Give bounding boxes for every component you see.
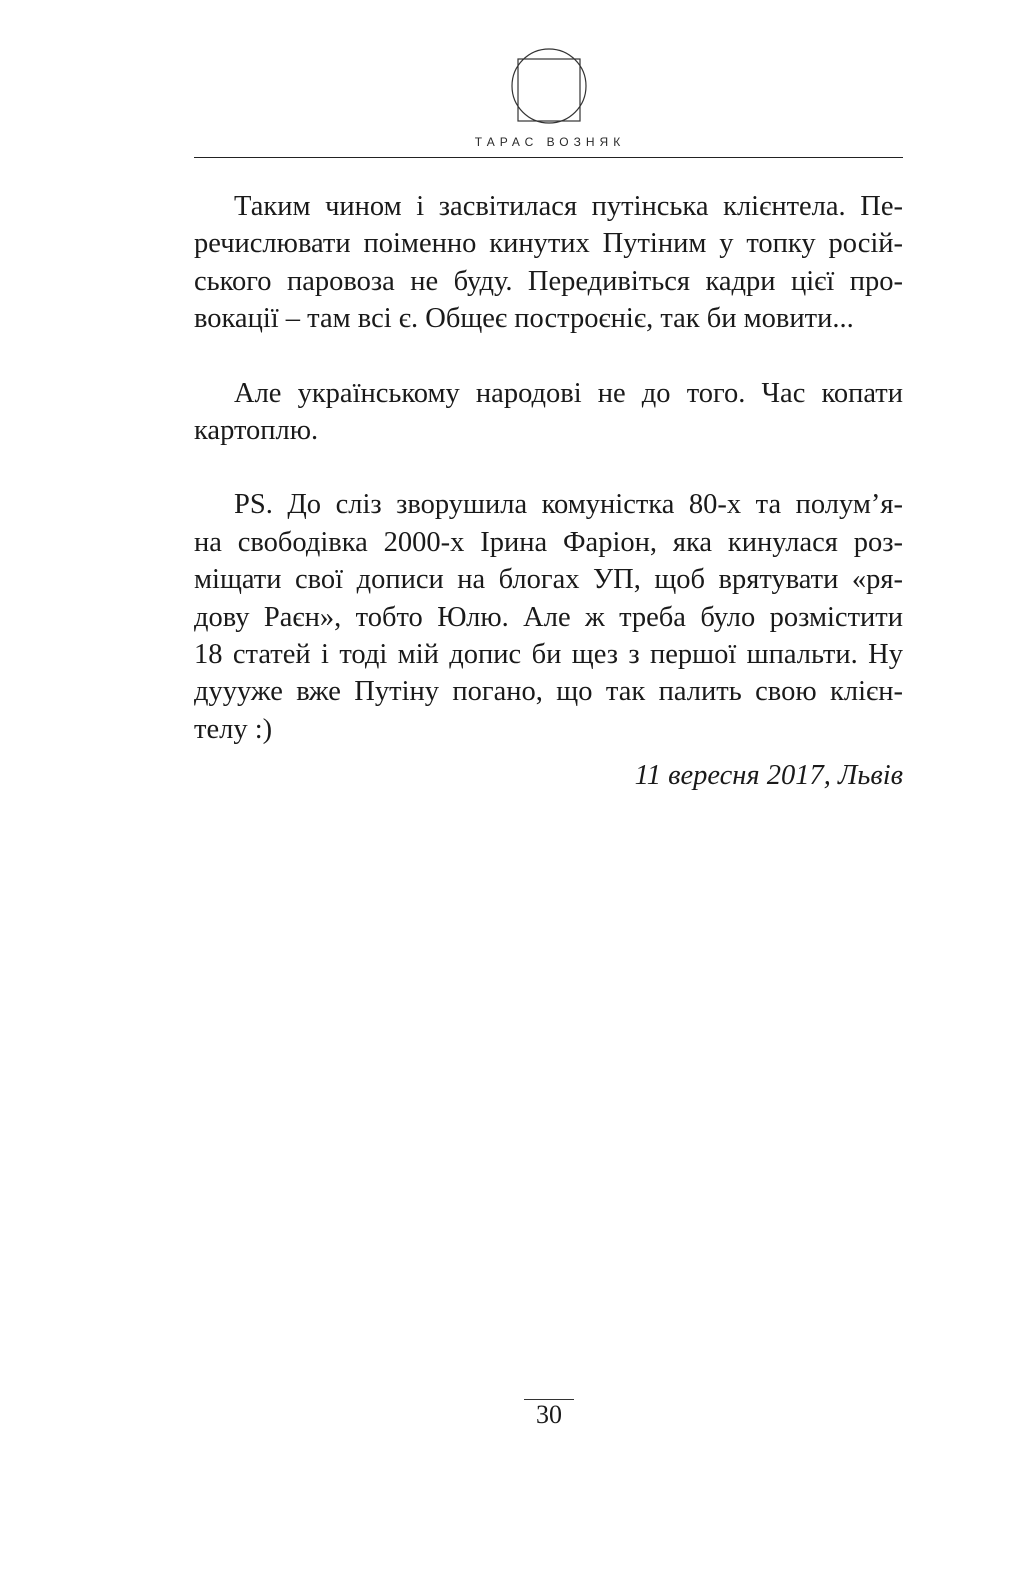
header-emblem-icon xyxy=(509,46,589,126)
text-line: 18 статей і тоді мій допис би щез з першої шпальти. Ну xyxy=(194,638,903,670)
body-text xyxy=(194,188,903,748)
paragraph-2 xyxy=(194,375,903,450)
text-line: вокації – там всі є. Общеє построєніє, так би мовити... xyxy=(194,303,854,335)
text-line: Таким чином і засвітилася путінська клієнтела. Пе- xyxy=(234,191,903,222)
text-line: ського паровоза не буду. Передивіться кадри цієї про- xyxy=(194,265,903,297)
text-line: на свободівка 2000-х Ірина Фаріон, яка кинулася роз- xyxy=(194,526,903,558)
paragraph-gap xyxy=(194,338,903,375)
text-line: міщати свої дописи на блогах УП, щоб врятувати «ря- xyxy=(194,564,903,596)
text-line: Але українському народові не до того. Час копати xyxy=(234,377,903,409)
paragraph-1 xyxy=(194,188,903,338)
text-line: дуууже вже Путіну погано, що так палить свою клієн- xyxy=(194,676,903,708)
text-line: дову Раєн», тобто Юлю. Але ж треба було розмістити xyxy=(194,601,903,633)
running-head: ТАРАС ВОЗНЯК xyxy=(474,135,626,149)
text-line: картоплю. xyxy=(194,414,319,446)
date-place-signature: 11 вересня 2017, Львів xyxy=(634,760,903,791)
text-line: телу :) xyxy=(194,713,273,745)
text-line: речислювати поіменно кинутих Путіним у топку росій- xyxy=(194,228,903,260)
emblem-square xyxy=(518,59,580,121)
page-number: 30 xyxy=(536,1400,562,1429)
circle-square-emblem-icon xyxy=(509,46,589,126)
paragraph-gap xyxy=(194,449,903,486)
paragraph-3 xyxy=(194,486,903,748)
header-rule xyxy=(194,157,903,158)
emblem-circle xyxy=(512,49,586,123)
text-line: PS. До сліз зворушила комуністка 80-х та полум’я- xyxy=(234,489,903,521)
